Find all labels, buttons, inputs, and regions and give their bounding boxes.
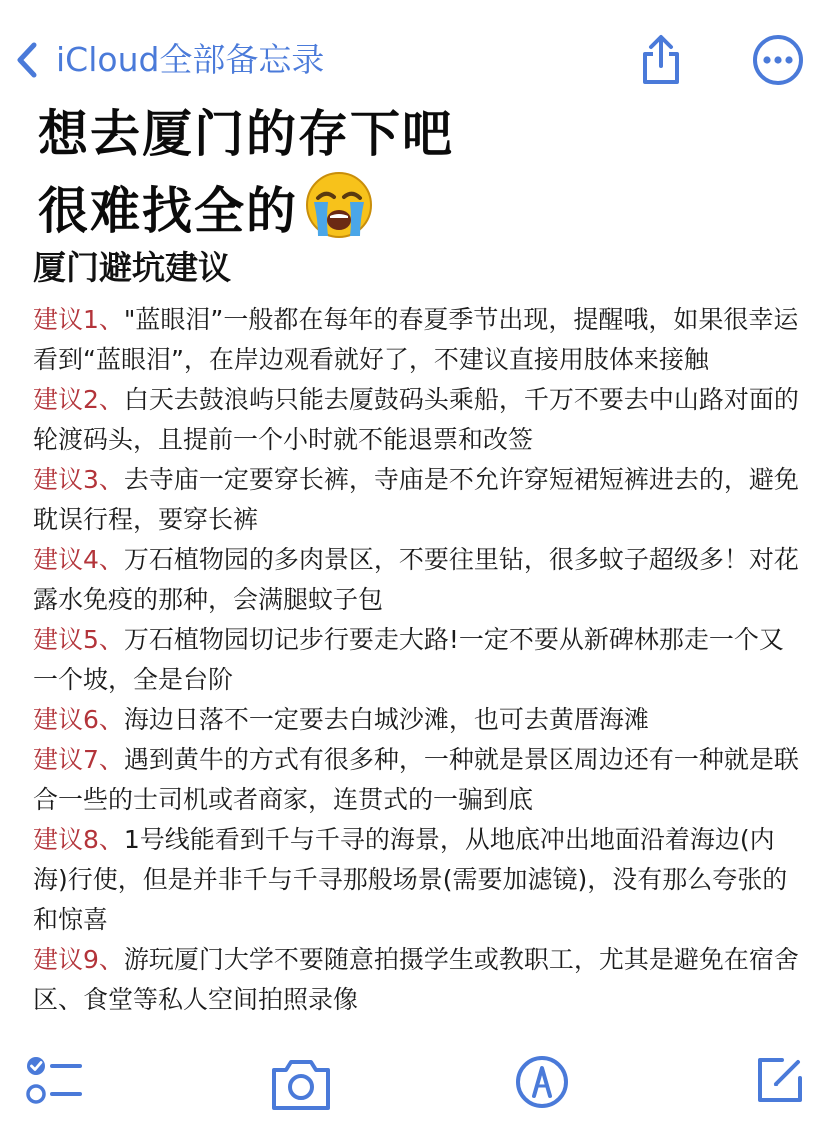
- list-item: [33, 940, 805, 1020]
- tip-text: 海边日落不一定要去白城沙滩，也可去黄厝海滩: [123, 705, 649, 734]
- compose-icon[interactable]: [752, 1052, 808, 1108]
- list-item: [33, 620, 805, 700]
- note-title: [38, 98, 454, 247]
- tip-text: 遇到黄牛的方式有很多种，一种就是景区周边还有一种就是联合一些的士司机或者商家，连贯式的一骗到底: [33, 745, 799, 814]
- tip-prefix: 建议8、: [33, 825, 124, 854]
- bottom-toolbar: [0, 1046, 827, 1134]
- note-title-line-1: 想去厦门的存下吧: [38, 105, 454, 163]
- tip-text: 白天去鼓浪屿只能去厦鼓码头乘船，千万不要去中山路对面的轮渡码头，且提前一个小时就不能退票和改签: [33, 385, 799, 454]
- back-button[interactable]: [12, 36, 324, 84]
- loudly-crying-face-icon: [304, 170, 374, 240]
- tip-prefix: 建议2、: [33, 385, 124, 414]
- tip-prefix: 建议6、: [33, 705, 124, 734]
- note-title-line-2: 很难找全的: [38, 182, 298, 240]
- tip-prefix: 建议4、: [33, 545, 124, 574]
- tip-text: 去寺庙一定要穿长裤，寺庙是不允许穿短裙短裤进去的，避免耽误行程，要穿长裤: [33, 465, 799, 534]
- ellipsis-circle-icon[interactable]: [750, 32, 806, 88]
- list-item: [33, 300, 805, 380]
- tip-text: 万石植物园的多肉景区，不要往里钻，很多蚊子超级多！对花露水免疫的那种，会满腿蚊子包: [33, 545, 799, 614]
- section-heading: 厦门避坑建议: [33, 248, 231, 287]
- camera-icon[interactable]: [268, 1054, 334, 1114]
- share-icon[interactable]: [633, 32, 689, 88]
- list-item: [33, 540, 805, 620]
- list-item: [33, 740, 805, 820]
- checklist-icon[interactable]: [22, 1050, 86, 1114]
- tip-prefix: 建议1、: [33, 305, 124, 334]
- tip-prefix: 建议3、: [33, 465, 124, 494]
- back-label: iCloud全部备忘录: [56, 40, 325, 79]
- list-item: [33, 700, 805, 740]
- list-item: [33, 380, 805, 460]
- chevron-left-icon: [12, 40, 44, 80]
- tips-list: [33, 300, 805, 1020]
- navigation-bar: [0, 22, 827, 102]
- tip-prefix: 建议9、: [33, 945, 124, 974]
- list-item: [33, 460, 805, 540]
- list-item: [33, 820, 805, 940]
- tip-prefix: 建议5、: [33, 625, 124, 654]
- tip-text: 万石植物园切记步行要走大路!一定不要从新碑林那走一个又一个坡，全是台阶: [33, 625, 784, 694]
- tip-text: "蓝眼泪”一般都在每年的春夏季节出现，提醒哦，如果很幸运看到“蓝眼泪”，在岸边观看就好了，不建议直接用肢体来接触: [33, 305, 799, 374]
- tip-prefix: 建议7、: [33, 745, 124, 774]
- tip-text: 游玩厦门大学不要随意拍摄学生或教职工，尤其是避免在宿舍区、食堂等私人空间拍照录像: [33, 945, 799, 1014]
- tip-text: 1号线能看到千与千寻的海景，从地底冲出地面沿着海边(内海)行使，但是并非千与千寻那般场景(需要加滤镜)，没有那么夸张的和惊喜: [33, 825, 788, 934]
- markup-pen-icon[interactable]: [514, 1054, 570, 1110]
